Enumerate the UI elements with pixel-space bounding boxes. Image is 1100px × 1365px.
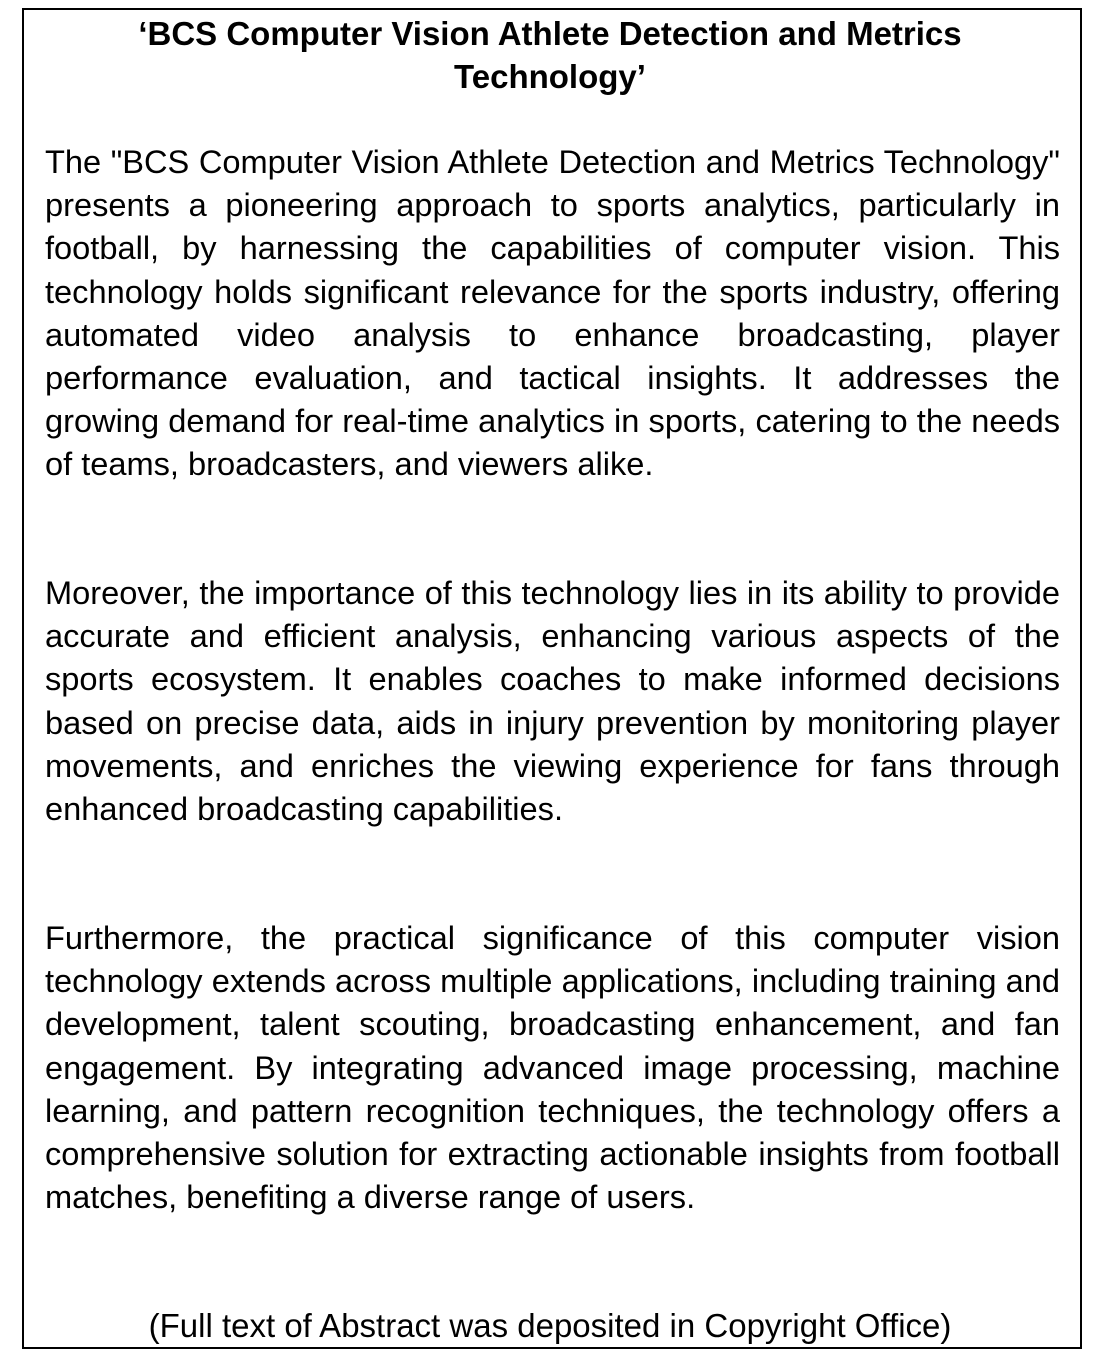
abstract-paragraph-2: Moreover, the importance of this technology lies in its ability to provide accurate and efficient analysis, enhancing various aspects of the sports ecosystem. It enables coaches to make informed decisions based on precise data, aids in injury prevention by monitoring player movements, and enriches the viewing experience for fans through enhanced broadcasting capabilities. bbox=[45, 574, 1060, 828]
abstract-paragraph-1: The "BCS Computer Vision Athlete Detection and Metrics Technology" presents a pioneering approach to sports analytics, particularly in football, by harnessing the capabilities of computer vision. This technology holds significant relevance for the sports industry, offering automated video analysis to enhance broadcasting, player performance evaluation, and tactical insights. It addresses the growing demand for real-time analytics in sports, catering to the needs of teams, broadcasters, and viewers alike. bbox=[45, 143, 1060, 483]
abstract-paragraph-3: Furthermore, the practical significance of this computer vision technology extends across multiple applications, including training and development, talent scouting, broadcasting enhancement, and fan engagement. By integrating advanced image processing, machine learning, and pattern recognition techniques, the technology offers a comprehensive solution for extracting actionable insights from football matches, benefiting a diverse range of users. bbox=[45, 919, 1060, 1216]
document-title: ‘BCS Computer Vision Athlete Detection and Metrics Technology’ bbox=[138, 15, 962, 95]
deposit-note: (Full text of Abstract was deposited in Copyright Office) bbox=[148, 1307, 952, 1344]
